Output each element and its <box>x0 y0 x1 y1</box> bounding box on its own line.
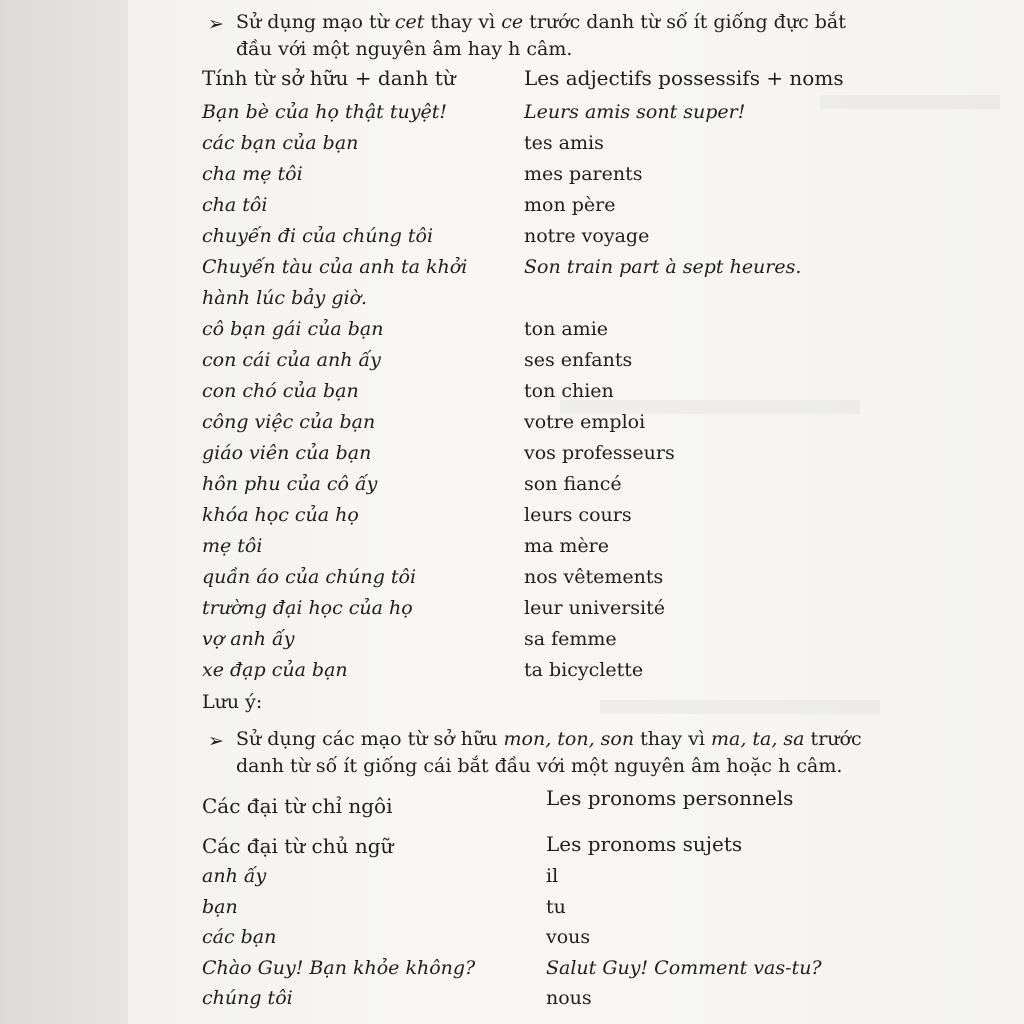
row-fr: ton amie <box>524 318 609 340</box>
row-vi: hành lúc bảy giờ. <box>202 287 368 309</box>
row-vi: các bạn của bạn <box>202 132 359 154</box>
row-fr: leurs cours <box>524 504 632 526</box>
bottom-note-title: Lưu ý: <box>202 691 263 713</box>
row-vi: công việc của bạn <box>202 411 376 433</box>
row-vi: giáo viên của bạn <box>202 442 372 464</box>
row-fr: Salut Guy! Comment vas-tu? <box>546 956 822 979</box>
row-vi: con chó của bạn <box>202 380 359 402</box>
possessive-header-fr: Les adjectifs possessifs + noms <box>524 66 844 90</box>
row-fr: notre voyage <box>524 225 650 247</box>
row-fr: Leurs amis sont super! <box>524 101 746 123</box>
row-vi: vợ anh ấy <box>202 628 295 650</box>
bottom-note-line1-pre: Sử dụng các mạo từ sở hữu <box>236 728 504 750</box>
bottom-note-line1-post: trước <box>804 728 862 750</box>
top-note-line-1 <box>236 10 846 34</box>
row-vi: quần áo của chúng tôi <box>202 566 417 588</box>
row-vi: cha tôi <box>202 194 268 216</box>
row-fr: vos professeurs <box>524 442 675 464</box>
pronouns-subheader-fr: Les pronoms sujets <box>546 832 743 856</box>
row-fr: mon père <box>524 194 616 216</box>
top-note-line1-post: trước danh từ số ít giống đực bắt <box>523 11 846 33</box>
top-note-bullet: ➢ <box>208 13 224 35</box>
row-vi: chúng tôi <box>202 987 293 1009</box>
pronouns-header-vi: Các đại từ chỉ ngôi <box>202 794 393 818</box>
row-vi: con cái của anh ấy <box>202 349 381 371</box>
row-fr: tes amis <box>524 132 604 154</box>
row-fr: ses enfants <box>524 349 633 371</box>
row-vi: Chuyến tàu của anh ta khởi <box>202 256 468 278</box>
pronouns-subheader-vi: Các đại từ chủ ngữ <box>202 834 394 858</box>
row-vi: cô bạn gái của bạn <box>202 318 384 340</box>
word-ce: ce <box>501 11 524 33</box>
row-vi: các bạn <box>202 926 277 948</box>
row-fr: sa femme <box>524 628 617 650</box>
row-fr: Son train part à sept heures. <box>524 256 802 278</box>
words-mon-ton-son: mon, ton, son <box>503 728 635 750</box>
row-fr: mes parents <box>524 163 643 185</box>
top-note-line-2: đầu với một nguyên âm hay h câm. <box>236 38 573 60</box>
row-vi: cha mẹ tôi <box>202 163 303 185</box>
bottom-note-line-1 <box>236 727 862 751</box>
bottom-note-line-2: danh từ số ít giống cái bắt đầu với một nguyên âm hoặc h câm. <box>236 755 843 777</box>
row-vi: hôn phu của cô ấy <box>202 473 378 495</box>
word-cet: cet <box>394 11 425 33</box>
row-fr: votre emploi <box>524 411 646 433</box>
row-fr: son fiancé <box>524 473 622 495</box>
row-vi: Bạn bè của họ thật tuyệt! <box>202 101 447 123</box>
row-vi: xe đạp của bạn <box>202 659 348 681</box>
row-vi: anh ấy <box>202 865 267 887</box>
possessive-header-vi: Tính từ sở hữu + danh từ <box>202 66 456 90</box>
row-fr: leur université <box>524 597 665 619</box>
row-fr: tu <box>546 895 566 918</box>
row-fr: il <box>546 865 559 887</box>
bottom-note-line1-mid: thay vì <box>634 728 711 750</box>
row-fr: ma mère <box>524 535 609 557</box>
top-note-line1-pre: Sử dụng mạo từ <box>236 11 395 33</box>
page-gutter-shadow <box>0 0 128 1024</box>
pronouns-header-fr: Les pronoms personnels <box>546 786 794 810</box>
row-fr: ton chien <box>524 380 614 402</box>
row-fr: vous <box>546 926 591 948</box>
row-vi: chuyến đi của chúng tôi <box>202 225 434 247</box>
row-vi: khóa học của họ <box>202 504 359 526</box>
row-fr: nos vêtements <box>524 566 664 588</box>
bottom-note-bullet: ➢ <box>208 730 224 752</box>
row-vi: mẹ tôi <box>202 535 263 557</box>
top-note-line1-mid: thay vì <box>424 11 502 33</box>
row-vi: bạn <box>202 895 238 918</box>
row-vi: Chào Guy! Bạn khỏe không? <box>202 956 476 979</box>
words-ma-ta-sa: ma, ta, sa <box>710 728 805 750</box>
row-fr: nous <box>546 987 592 1009</box>
row-vi: trường đại học của họ <box>202 597 413 619</box>
row-fr: ta bicyclette <box>524 659 644 681</box>
